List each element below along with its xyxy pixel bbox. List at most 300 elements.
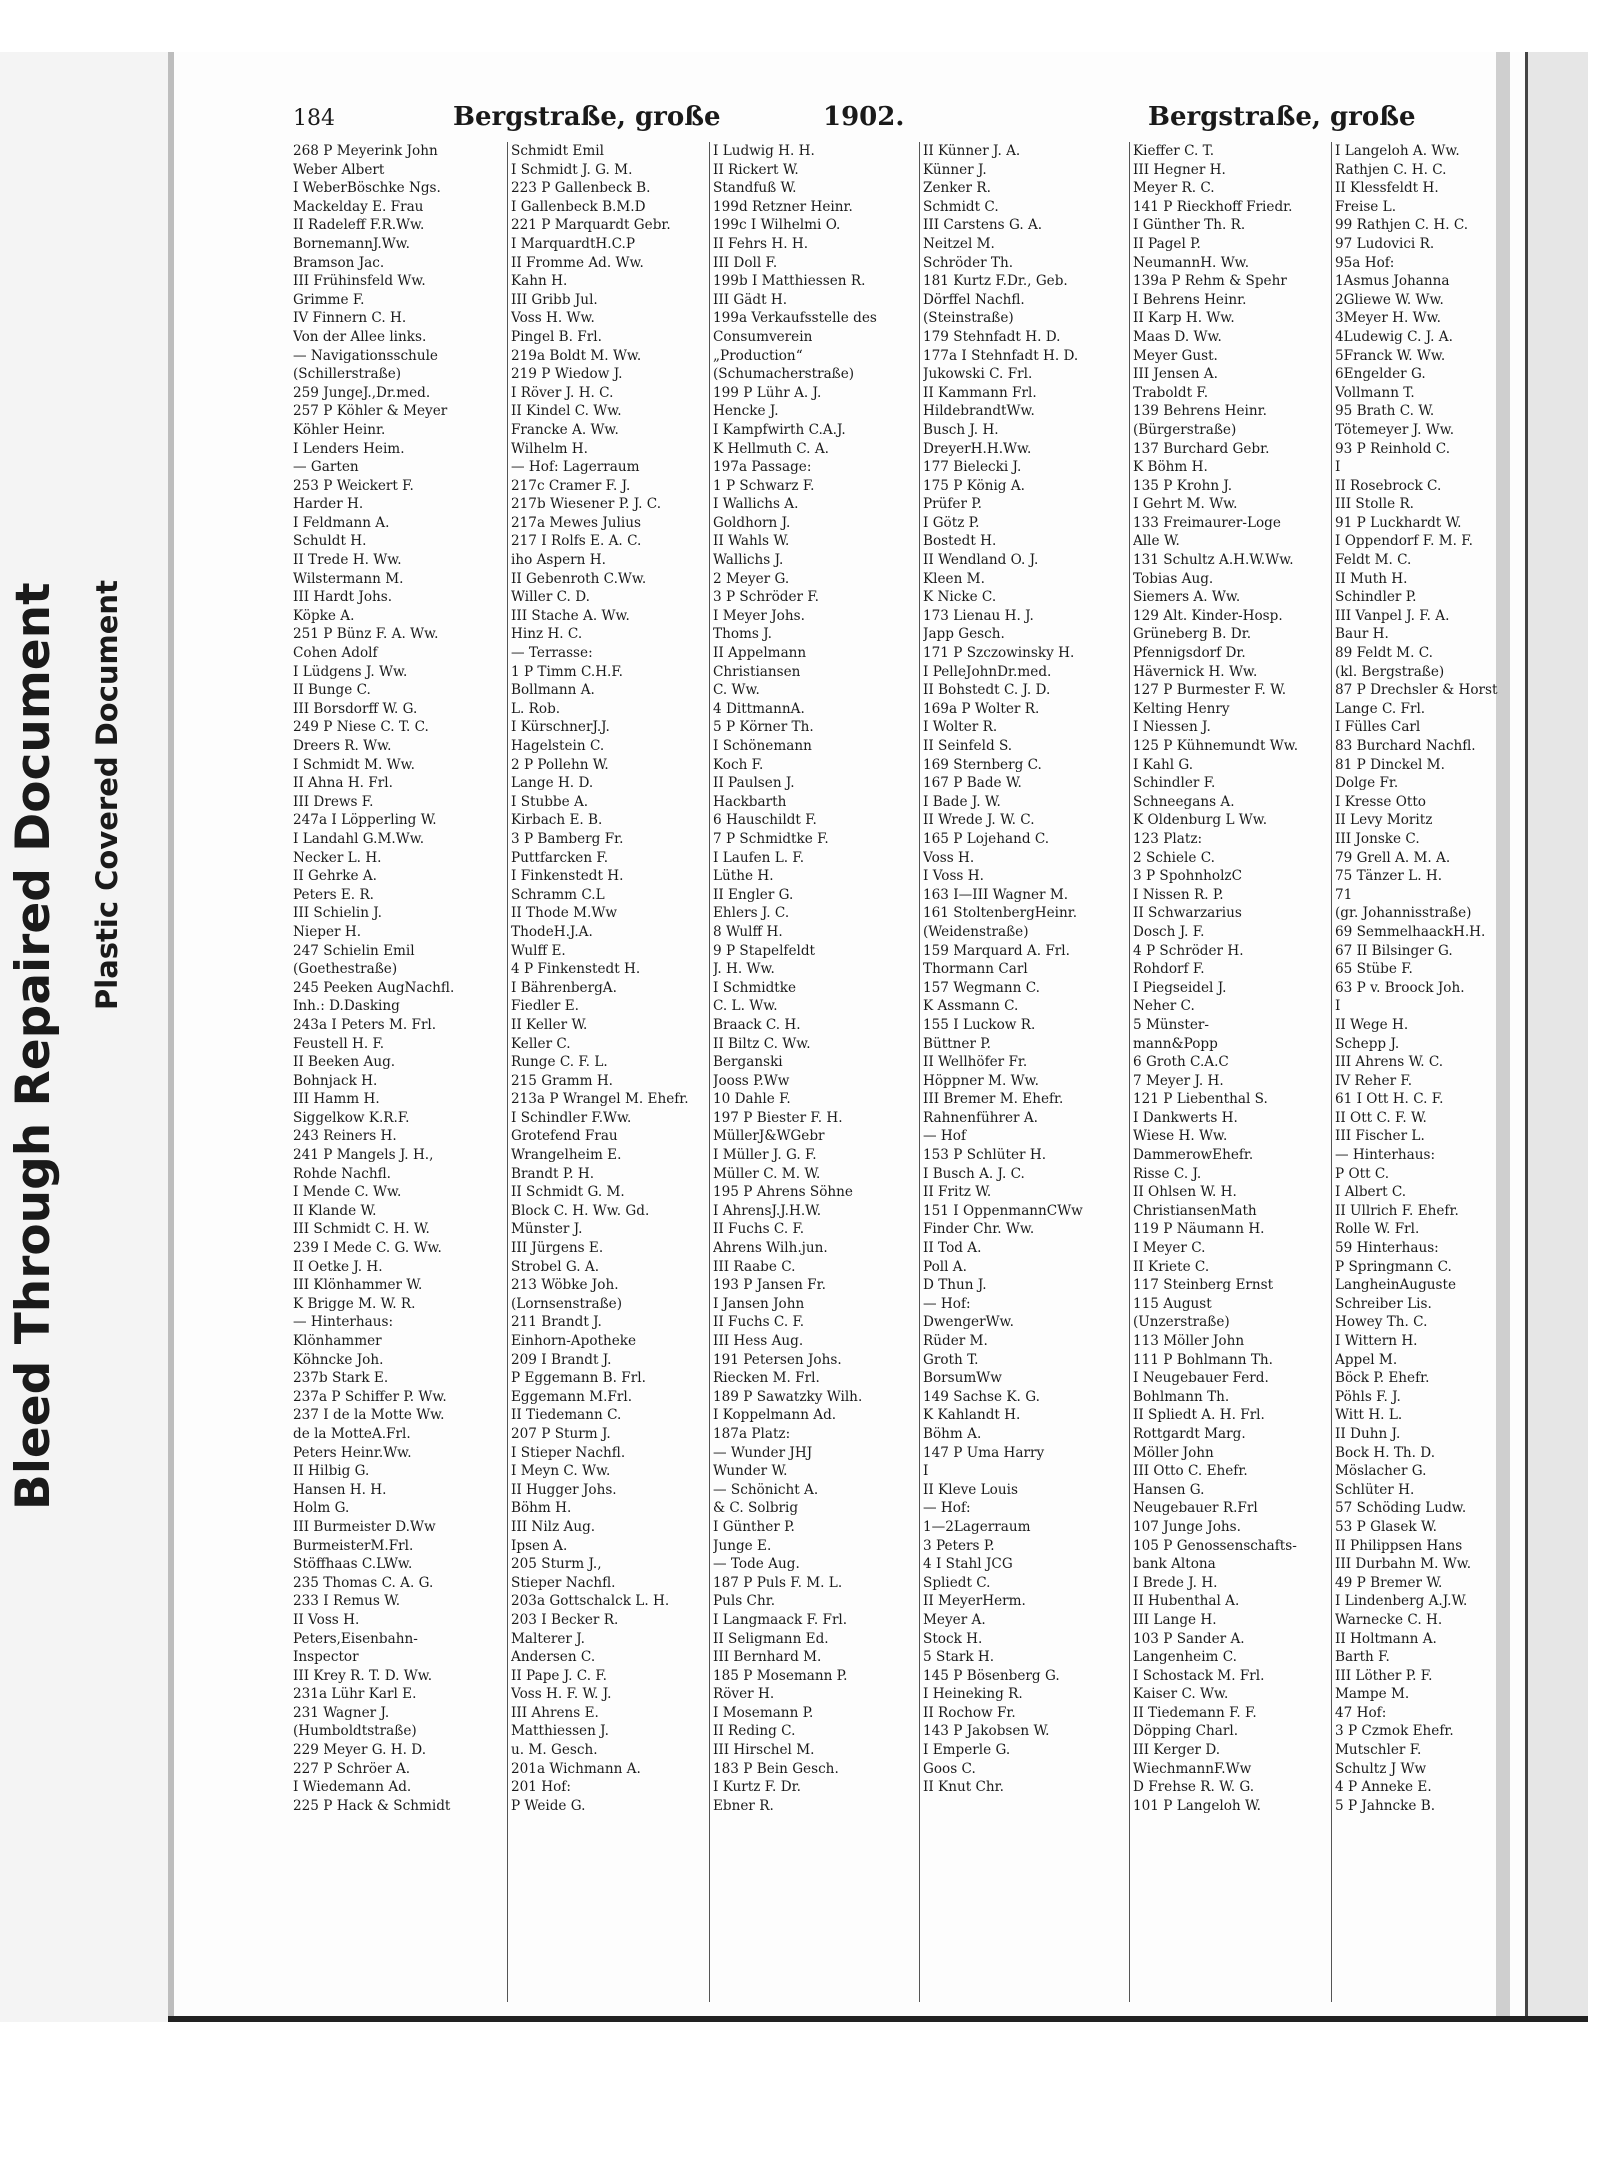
directory-entry: 227 P Schröer A. (293, 1760, 411, 1777)
directory-entry: Feldt M. C. (1335, 552, 1412, 569)
directory-entry: Risse C. J. (1133, 1165, 1202, 1182)
directory-entry: III Frühinsfeld Ww. (293, 273, 426, 290)
directory-entry: — Wunder JHJ (713, 1444, 813, 1461)
directory-entry: 131 Schultz A.H.W.Ww. (1133, 552, 1294, 569)
directory-entry: C. Ww. (713, 682, 760, 699)
directory-entry: Böhm A. (923, 1425, 982, 1442)
directory-entry: III Krey R. T. D. Ww. (293, 1667, 433, 1684)
directory-entry: 243 Reiners H. (293, 1128, 397, 1145)
directory-entry: 3 P Czmok Ehefr. (1335, 1723, 1454, 1740)
directory-entry: P Weide G. (511, 1797, 586, 1814)
directory-entry: II Biltz C. Ww. (713, 1035, 811, 1052)
directory-entry: (gr. Johannisstraße) (1335, 905, 1472, 922)
directory-entry: Barth F. (1335, 1649, 1390, 1666)
directory-entry: Meyer Gust. (1133, 347, 1218, 364)
directory-entry: Freise L. (1335, 198, 1397, 215)
directory-entry: de la MotteA.Frl. (293, 1425, 411, 1442)
directory-entry: I KürschnerJ.J. (511, 719, 610, 736)
directory-entry: Howey Th. C. (1335, 1314, 1428, 1331)
directory-entry: 153 P Schlüter H. (923, 1147, 1047, 1164)
directory-entry: 149 Sachse K. G. (923, 1388, 1040, 1405)
directory-entry: Neher C. (1133, 998, 1195, 1015)
directory-entry: 167 P Bade W. (923, 775, 1022, 792)
directory-entry: BorsumWw (923, 1370, 1002, 1387)
directory-entry: II Muth H. (1335, 570, 1408, 587)
directory-entry: WiechmannF.Ww (1133, 1760, 1252, 1777)
directory-entry: I Nissen R. P. (1133, 886, 1224, 903)
directory-entry: Rüder M. (923, 1333, 988, 1349)
directory-entry: Hencke J. (713, 403, 779, 420)
directory-entry: 4 P Schröder H. (1133, 942, 1244, 959)
directory-entry: Schlüter H. (1335, 1481, 1415, 1498)
directory-entry: Holm G. (293, 1500, 350, 1517)
directory-entry: II Fuchs C. F. (713, 1314, 805, 1331)
directory-entry: Köhncke Joh. (293, 1351, 384, 1368)
directory-entry: II Fromme Ad. Ww. (511, 254, 644, 271)
directory-entry: III Otto C. Ehefr. (1133, 1463, 1248, 1480)
directory-entry: I Schmidt J. G. M. (511, 161, 633, 178)
directory-entry: I Feldmann A. (293, 514, 390, 531)
directory-entry: III Vanpel J. F. A. (1335, 607, 1450, 624)
directory-entry: 1 P Timm C.H.F. (511, 663, 624, 680)
directory-entry: II Künner J. A. (923, 143, 1021, 159)
directory-entry: II Wege H. (1335, 1016, 1409, 1033)
directory-entry: Dolge Fr. (1335, 775, 1399, 792)
directory-entry: 169a P Wolter R. (923, 700, 1040, 717)
directory-entry: Ehlers J. C. (713, 905, 790, 922)
directory-entry: 235 Thomas C. A. G. (293, 1574, 434, 1591)
directory-entry: I Röver J. H. C. (511, 384, 614, 401)
directory-entry: III Carstens G. A. (923, 217, 1043, 234)
directory-entry: III Gädt H. (713, 291, 788, 308)
directory-entry: 5 P Körner Th. (713, 719, 814, 736)
directory-entry: 3 Peters P. (923, 1537, 995, 1554)
directory-entry: 231a Lühr Karl E. (293, 1686, 417, 1703)
directory-entry: — Hof: Lagerraum (511, 459, 640, 476)
directory-entry: II Thode M.Ww (511, 905, 617, 922)
directory-entry: II Schmidt G. M. (511, 1184, 625, 1201)
directory-entry: 3 P Bamberg Fr. (511, 830, 624, 847)
directory-entry: III Hess Aug. (713, 1333, 804, 1349)
directory-entry: I Wolter R. (923, 719, 998, 736)
directory-entry: Peters,Eisenbahn- (293, 1630, 418, 1647)
directory-entry: (Steinstraße) (923, 310, 1014, 327)
directory-entry: Hansen G. (1133, 1481, 1205, 1498)
directory-entry: (Schumacherstraße) (713, 366, 855, 383)
directory-entry: 4Ludewig C. J. A. (1335, 328, 1453, 345)
directory-entry: II Bohstedt C. J. D. (923, 682, 1051, 699)
directory-entry: Büttner P. (923, 1035, 992, 1052)
directory-entry: 185 P Mosemann P. (713, 1667, 848, 1684)
directory-entry: 201 Hof: (511, 1779, 571, 1796)
directory-entry: — Terrasse: (511, 645, 593, 662)
directory-entry: 219 P Wiedow J. (511, 366, 623, 383)
directory-entry: 239 I Mede C. G. Ww. (293, 1240, 442, 1257)
directory-entry: „Production“ (713, 347, 803, 364)
directory-entry: Block C. H. Ww. Gd. (511, 1202, 650, 1219)
directory-entry: 187a Platz: (713, 1425, 791, 1442)
directory-entry: Puttfarcken F. (511, 849, 609, 866)
directory-entry: I Meyer C. (1133, 1240, 1206, 1257)
directory-entry: 137 Burchard Gebr. (1133, 440, 1270, 457)
directory-entry: Japp Gesch. (923, 626, 1005, 643)
directory-entry: 199 P Lühr A. J. (713, 384, 822, 401)
directory-entry: III Gribb Jul. (511, 291, 598, 308)
directory-entry: 103 P Sander A. (1133, 1630, 1245, 1647)
directory-entry: II Bunge C. (293, 682, 371, 699)
directory-entry: 93 P Reinhold C. (1335, 440, 1451, 457)
page-number: 184 (293, 106, 335, 131)
directory-entry: II Ott C. F. W. (1335, 1109, 1427, 1126)
directory-entry: Alle W. (1133, 533, 1180, 550)
directory-entry: (Unzerstraße) (1133, 1314, 1230, 1331)
directory-entry: I Schmidt M. Ww. (293, 756, 415, 773)
directory-entry: bank Altona (1133, 1556, 1216, 1573)
directory-entry: Klönhammer (293, 1333, 382, 1349)
directory-entry: IV Finnern C. H. (293, 310, 407, 327)
directory-entry: 171 P Szczowinsky H. (923, 645, 1075, 662)
directory-entry: Jukowski C. Frl. (923, 366, 1033, 383)
directory-entry: 87 P Drechsler & Horst (1335, 682, 1498, 699)
directory-entry: DwengerWw. (923, 1314, 1014, 1331)
directory-entry: 129 Alt. Kinder-Hosp. (1133, 607, 1283, 624)
directory-entry: 155 I Luckow R. (923, 1016, 1036, 1033)
directory-entry: I Meyn C. Ww. (511, 1463, 611, 1480)
directory-entry: 205 Sturm J., (511, 1556, 602, 1573)
directory-entry: — Navigationsschule (293, 347, 438, 364)
directory-entry: Ebner R. (713, 1797, 774, 1814)
directory-entry: 91 P Luckhardt W. (1335, 514, 1462, 531)
directory-entry: II Kindel C. Ww. (511, 403, 622, 420)
directory-entry: III Schmidt C. H. W. (293, 1221, 430, 1238)
directory-entry: I Oppendorf F. M. F. (1335, 533, 1473, 550)
directory-entry: Inh.: D.Dasking (293, 998, 400, 1015)
directory-entry: 105 P Genossenschafts- (1133, 1537, 1297, 1554)
directory-entry: Bramson Jac. (293, 254, 385, 271)
directory-entry: 217c Cramer F. J. (511, 477, 631, 494)
directory-entry: I Stubbe A. (511, 793, 589, 810)
directory-entry: I Jansen John (713, 1295, 805, 1312)
directory-entry: Rottgardt Marg. (1133, 1425, 1246, 1442)
directory-entry: 107 Junge Johs. (1133, 1518, 1241, 1535)
directory-entry: II Engler G. (713, 886, 794, 903)
directory-entry: II Wahls W. (713, 533, 790, 550)
directory-entry: II Reding C. (713, 1723, 796, 1740)
directory-entry: Malterer J. (511, 1630, 585, 1647)
directory-entry: Schultz J Ww (1335, 1760, 1427, 1777)
directory-entry: 65 Stübe F. (1335, 961, 1413, 978)
directory-entry: I Müller J. G. F. (713, 1147, 817, 1164)
directory-entry: I Brede J. H. (1133, 1574, 1218, 1591)
directory-entry: Böhm H. (511, 1500, 572, 1517)
directory-entry: III Borsdorff W. G. (293, 700, 418, 717)
directory-entry: K Nicke C. (923, 589, 997, 606)
directory-entry: 268 P Meyerink John (293, 143, 438, 159)
directory-entry: II Seinfeld S. (923, 738, 1013, 754)
directory-entry: 173 Lienau H. J. (923, 607, 1034, 624)
directory-entry: 61 I Ott H. C. F. (1335, 1091, 1444, 1108)
directory-entry: I Langmaack F. Frl. (713, 1611, 848, 1628)
directory-entry: I Lüdgens J. Ww. (293, 663, 408, 680)
directory-entry: I Landahl G.M.Ww. (293, 830, 425, 847)
directory-entry: III Ahrens E. (511, 1704, 599, 1721)
directory-entry: I Kresse Otto (1335, 793, 1426, 810)
directory-entry: Goldhorn J. (713, 514, 791, 531)
scanned-page (168, 52, 1588, 2022)
directory-entry: 163 I—III Wagner M. (923, 886, 1069, 903)
directory-entry: Voss H. F. W. J. (511, 1686, 612, 1703)
directory-entry: I Götz P. (923, 514, 980, 531)
directory-entry: u. M. Gesch. (511, 1742, 598, 1759)
directory-entry: II Hilbig G. (293, 1463, 370, 1480)
directory-entry: 1—2Lagerraum (923, 1518, 1031, 1535)
directory-entry: 199a Verkaufsstelle des (713, 310, 877, 327)
directory-entry: Witt H. L. (1335, 1407, 1403, 1424)
directory-entry: I Schönemann (713, 738, 812, 754)
directory-entry: 217b Wiesener P. J. C. (511, 496, 662, 513)
directory-entry: 181 Kurtz F.Dr., Geb. (923, 273, 1068, 290)
directory-entry: 9 P Stapelfeldt (713, 942, 815, 959)
directory-entry: 249 P Niese C. T. C. (293, 719, 429, 736)
directory-entry: 2 Schiele C. (1133, 849, 1215, 866)
directory-entry: — Hof: (923, 1295, 971, 1312)
directory-entry: III Kerger D. (1133, 1742, 1221, 1759)
directory-entry: MüllerJ&WGebr (713, 1128, 825, 1145)
directory-entry: Mackelday E. Frau (293, 198, 424, 215)
directory-entry: BurmeisterM.Frl. (293, 1537, 414, 1554)
street-title-right: Bergstraße, große (1148, 102, 1416, 132)
directory-entry: Hagelstein C. (511, 738, 605, 754)
directory-entry: Hansen H. H. (293, 1481, 387, 1498)
directory-entry: Bohnjack H. (293, 1072, 378, 1089)
directory-entry: Köpke A. (293, 607, 355, 624)
directory-entry: Harder H. (293, 496, 364, 513)
directory-entry: Künner J. (923, 161, 987, 178)
directory-entry: III Hardt Johs. (293, 589, 393, 606)
directory-entry: 165 P Lojehand C. (923, 830, 1050, 847)
directory-entry: 201a Wichmann A. (511, 1760, 641, 1777)
directory-entry: 199d Retzner Heinr. (713, 198, 853, 215)
directory-entry: Willer C. D. (511, 589, 590, 606)
directory-entry: I Piegseidel J. (1133, 979, 1227, 996)
directory-entry: — Hinterhaus: (293, 1314, 394, 1331)
directory-entry: I Dankwerts H. (1133, 1109, 1238, 1126)
directory-entry: 189 P Sawatzky Wilh. (713, 1388, 863, 1405)
directory-entry: 111 P Bohlmann Th. (1133, 1351, 1273, 1368)
directory-entry: Puls Chr. (713, 1593, 776, 1610)
directory-entry: 203a Gottschalck L. H. (511, 1593, 670, 1610)
directory-entry: II Kriete C. (1133, 1258, 1210, 1275)
directory-entry: I Schmidtke (713, 979, 797, 996)
directory-entry: Böck P. Ehefr. (1335, 1370, 1430, 1387)
directory-entry: II Fuchs C. F. (713, 1221, 805, 1238)
directory-entry: II Levy Moritz (1335, 812, 1433, 829)
directory-entry: 143 P Jakobsen W. (923, 1723, 1050, 1740)
directory-entry: I Meyer Johs. (713, 607, 805, 624)
directory-columns (293, 142, 1553, 2002)
directory-entry: Pöhls F. J. (1335, 1388, 1401, 1405)
directory-entry: I Ludwig H. H. (713, 143, 815, 159)
directory-entry: ThodeH.J.A. (511, 923, 593, 940)
directory-entry: K Hellmuth C. A. (713, 440, 829, 457)
directory-entry: Einhorn-Apotheke (511, 1333, 637, 1349)
directory-entry: III Schielin J. (293, 905, 382, 922)
directory-entry: 213 Wöbke Joh. (511, 1277, 619, 1294)
directory-entry: 10 Dahle F. (713, 1091, 791, 1108)
directory-entry: 215 Gramm H. (511, 1072, 614, 1089)
directory-entry: Stöffhaas C.LWw. (293, 1556, 413, 1573)
directory-entry: Jooss P.Ww (713, 1072, 790, 1089)
directory-entry: Von der Allee links. (293, 328, 427, 345)
directory-entry: Riecken M. Frl. (713, 1370, 820, 1387)
directory-entry: Nieper H. (293, 923, 362, 940)
directory-entry: II Rickert W. (713, 161, 799, 178)
directory-entry: 99 Rathjen C. H. C. (1335, 217, 1469, 234)
directory-entry: Voss H. (923, 849, 975, 866)
directory-entry: III Jensen A. (1133, 366, 1218, 383)
directory-entry: — Hof: (923, 1500, 971, 1517)
directory-entry: III Burmeister D.Ww (293, 1518, 436, 1535)
directory-entry: Finder Chr. Ww. (923, 1221, 1035, 1238)
directory-entry: Pingel B. Frl. (511, 328, 602, 345)
directory-entry: III Löther P. F. (1335, 1667, 1433, 1684)
directory-entry: II Hugger Johs. (511, 1481, 617, 1498)
directory-entry: 125 P Kühnemundt Ww. (1133, 738, 1299, 754)
directory-entry: 113 Möller John (1133, 1333, 1245, 1349)
directory-entry: 7 P Schmidtke F. (713, 830, 829, 847)
directory-entry: HildebrandtWw. (923, 403, 1035, 420)
directory-entry: Schneegans A. (1133, 793, 1235, 810)
directory-entry: 187 P Puls F. M. L. (713, 1574, 843, 1591)
page-header (293, 102, 1553, 138)
directory-entry: 7 Meyer J. H. (1133, 1072, 1224, 1089)
directory-entry: 97 Ludovici R. (1335, 235, 1435, 252)
directory-entry: Tobias Aug. (1133, 570, 1214, 587)
directory-entry: II Kleve Louis (923, 1481, 1018, 1498)
directory-entry: II Radeleff F.R.Ww. (293, 217, 425, 234)
directory-entry: 1Asmus Johanna (1335, 273, 1450, 290)
directory-entry: III Raabe C. (713, 1258, 796, 1275)
directory-entry: I Günther Th. R. (1133, 217, 1246, 234)
directory-entry: Dreers R. Ww. (293, 738, 392, 754)
directory-entry: II Wrede J. W. C. (923, 812, 1035, 829)
directory-entry: (Goethestraße) (293, 961, 398, 978)
directory-entry: Voss H. Ww. (511, 310, 595, 327)
directory-entry: Schmidt Emil (511, 143, 604, 159)
directory-entry: II Ullrich F. Ehefr. (1335, 1202, 1459, 1219)
directory-entry: Thoms J. (713, 626, 772, 643)
directory-entry: 83 Burchard Nachfl. (1335, 738, 1476, 754)
directory-entry: Braack C. H. (713, 1016, 801, 1033)
directory-entry: I PelleJohnDr.med. (923, 663, 1052, 680)
directory-entry: III Hegner H. (1133, 161, 1226, 178)
directory-entry: Neugebauer R.Frl (1133, 1500, 1258, 1517)
directory-entry: 47 Hof: (1335, 1704, 1387, 1721)
directory-entry: Rahnenführer A. (923, 1109, 1039, 1126)
directory-entry: Schindler P. (1335, 589, 1417, 606)
directory-column-3 (709, 142, 919, 2002)
directory-entry: 63 P v. Broock Joh. (1335, 979, 1465, 996)
directory-entry: — Garten (293, 459, 359, 476)
directory-entry: 159 Marquard A. Frl. (923, 942, 1070, 959)
directory-entry: Wilstermann M. (293, 570, 404, 587)
directory-entry: I Albert C. (1335, 1184, 1407, 1201)
directory-entry: 5 Stark H. (923, 1649, 995, 1666)
directory-entry: I Gallenbeck B.M.D (511, 198, 646, 215)
directory-entry: II Pape J. C. F. (511, 1667, 607, 1684)
directory-page (293, 102, 1553, 2002)
document-covering-label: Plastic Covered Document (90, 580, 124, 1010)
directory-entry: 8 Wulff H. (713, 923, 783, 940)
directory-entry: 2 Meyer G. (713, 570, 790, 587)
directory-entry: Langenheim C. (1133, 1649, 1237, 1666)
directory-entry: I Wittern H. (1335, 1333, 1418, 1349)
directory-entry: 135 P Krohn J. (1133, 477, 1233, 494)
directory-entry: II Voss H. (293, 1611, 360, 1628)
directory-entry: I Mende C. Ww. (293, 1184, 402, 1201)
directory-entry: Kaiser C. Ww. (1133, 1686, 1229, 1703)
directory-entry: Keller C. (511, 1035, 571, 1052)
directory-entry: 257 P Köhler & Meyer (293, 403, 448, 420)
directory-entry: II Gebenroth C.Ww. (511, 570, 647, 587)
directory-entry: I Neugebauer Ferd. (1133, 1370, 1269, 1387)
directory-entry: II Oetke J. H. (293, 1258, 383, 1275)
directory-entry: Necker L. H. (293, 849, 382, 866)
directory-entry: III Doll F. (713, 254, 778, 271)
directory-entry: P Ott C. (1335, 1165, 1390, 1182)
directory-entry: I Langeloh A. Ww. (1335, 143, 1460, 159)
directory-entry: II Beeken Aug. (293, 1054, 396, 1071)
directory-entry: II Wendland O. J. (923, 552, 1039, 569)
directory-entry: II Karp H. Ww. (1133, 310, 1235, 327)
directory-entry: 221 P Marquardt Gebr. (511, 217, 671, 234)
directory-entry: II Holtmann A. (1335, 1630, 1437, 1647)
directory-entry: 217a Mewes Julius (511, 514, 641, 531)
directory-entry: Inspector (293, 1649, 359, 1666)
directory-entry: Thormann Carl (923, 961, 1028, 978)
directory-entry: Schramm C.L (511, 886, 605, 903)
directory-entry: Dosch J. F. (1133, 923, 1205, 940)
directory-entry: Prüfer P. (923, 496, 983, 513)
directory-entry: 237b Stark E. (293, 1370, 389, 1387)
directory-entry: Höppner M. Ww. (923, 1072, 1039, 1089)
directory-entry: I Laufen L. F. (713, 849, 805, 866)
street-title-left: Bergstraße, große (453, 102, 721, 132)
directory-entry: & C. Solbrig (713, 1500, 799, 1517)
directory-entry: 193 P Jansen Fr. (713, 1277, 826, 1294)
directory-entry: Fiedler E. (511, 998, 579, 1015)
directory-entry: II Schwarzarius (1133, 905, 1242, 922)
directory-entry: I Schostack M. Frl. (1133, 1667, 1265, 1684)
directory-entry: Wulff E. (511, 942, 566, 959)
directory-entry: Stock H. (923, 1630, 983, 1647)
directory-entry: 157 Wegmann C. (923, 979, 1040, 996)
directory-entry: Möslacher G. (1335, 1463, 1427, 1480)
directory-entry: 241 P Mangels J. H., (293, 1147, 434, 1164)
directory-entry: Zenker R. (923, 180, 991, 197)
directory-entry: 59 Hinterhaus: (1335, 1240, 1439, 1257)
page-edge (168, 52, 174, 2022)
directory-entry: 6 Hauschildt F. (713, 812, 817, 829)
directory-entry: 247a I Löpperling W. (293, 812, 437, 829)
directory-entry: I Kurtz F. Dr. (713, 1779, 801, 1796)
directory-entry: I Fülles Carl (1335, 719, 1421, 736)
directory-entry: 4 DittmannA. (713, 700, 805, 717)
directory-entry: II Appelmann (713, 645, 807, 662)
directory-entry: Bostedt H. (923, 533, 997, 550)
directory-entry: I Heineking R. (923, 1686, 1023, 1703)
directory-entry: III Bernhard M. (713, 1649, 822, 1666)
